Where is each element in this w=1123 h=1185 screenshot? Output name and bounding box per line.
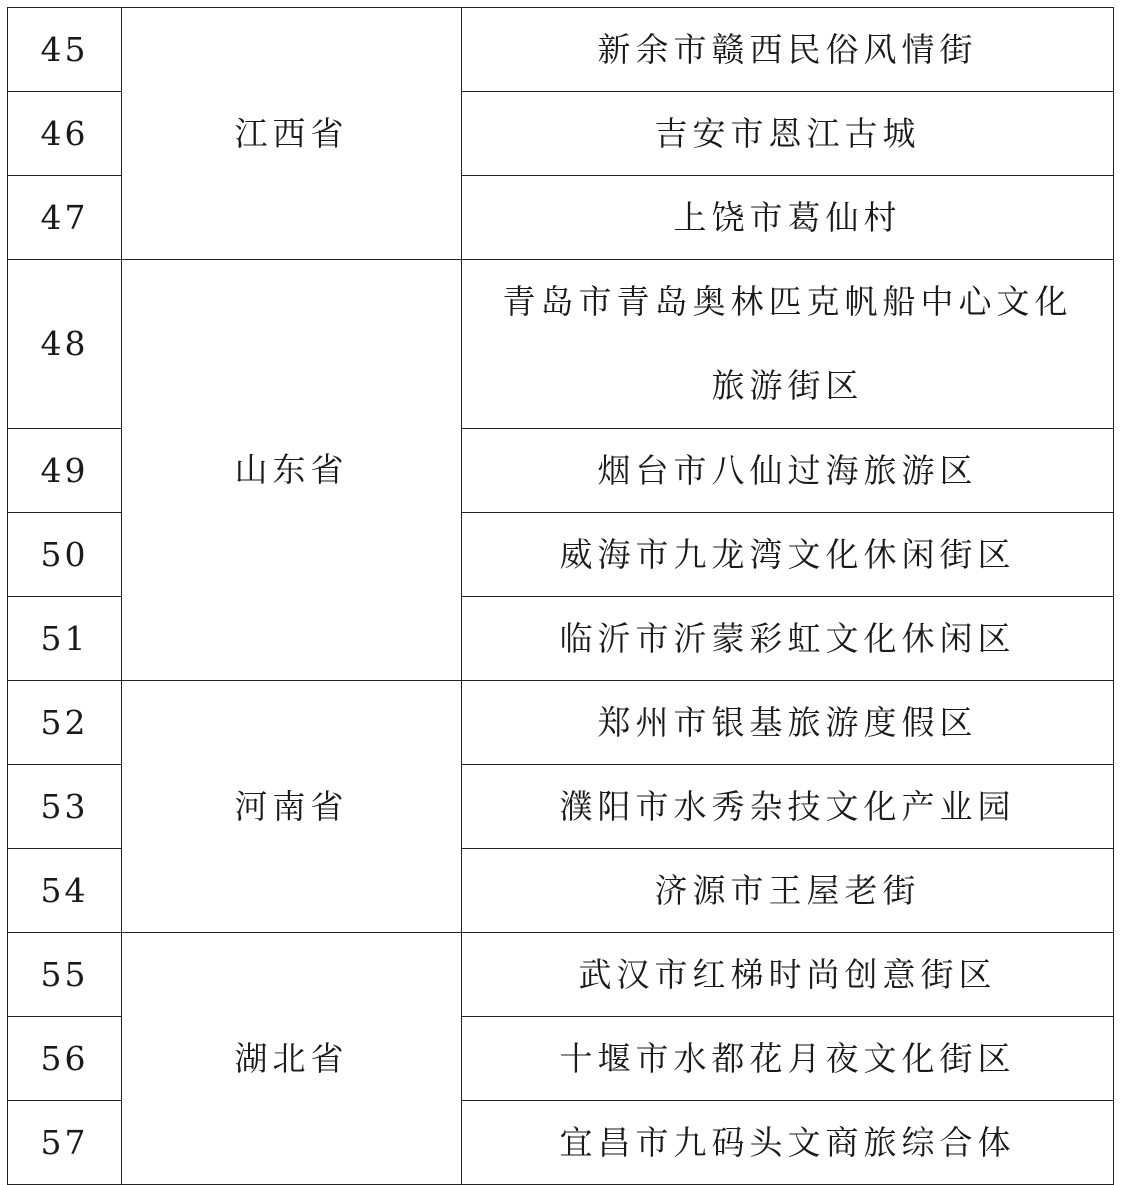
table-row xyxy=(8,8,1114,92)
province-cell-henan: 河南省 xyxy=(122,681,462,933)
row-number: 45 xyxy=(8,8,122,92)
row-number: 52 xyxy=(8,681,122,765)
site-list-table xyxy=(7,7,1114,1185)
site-name: 烟台市八仙过海旅游区 xyxy=(462,429,1114,513)
province-cell-shandong: 山东省 xyxy=(122,260,462,681)
row-number: 49 xyxy=(8,429,122,513)
site-name: 武汉市红梯时尚创意街区 xyxy=(462,933,1114,1017)
site-name: 郑州市银基旅游度假区 xyxy=(462,681,1114,765)
row-number: 46 xyxy=(8,92,122,176)
row-number: 50 xyxy=(8,513,122,597)
row-number: 54 xyxy=(8,849,122,933)
site-name: 新余市赣西民俗风情街 xyxy=(462,8,1114,92)
row-number: 47 xyxy=(8,176,122,260)
site-name: 青岛市青岛奥林匹克帆船中心文化旅游街区 xyxy=(462,260,1114,429)
row-number: 55 xyxy=(8,933,122,1017)
site-name: 濮阳市水秀杂技文化产业园 xyxy=(462,765,1114,849)
row-number: 48 xyxy=(8,260,122,429)
site-name: 上饶市葛仙村 xyxy=(462,176,1114,260)
row-number: 51 xyxy=(8,597,122,681)
site-name: 吉安市恩江古城 xyxy=(462,92,1114,176)
province-cell-jiangxi: 江西省 xyxy=(122,8,462,260)
row-number: 57 xyxy=(8,1101,122,1185)
row-number: 56 xyxy=(8,1017,122,1101)
table-row xyxy=(8,933,1114,1017)
site-name: 宜昌市九码头文商旅综合体 xyxy=(462,1101,1114,1185)
site-name: 威海市九龙湾文化休闲街区 xyxy=(462,513,1114,597)
site-name: 济源市王屋老街 xyxy=(462,849,1114,933)
province-cell-hubei: 湖北省 xyxy=(122,933,462,1185)
site-name: 十堰市水都花月夜文化街区 xyxy=(462,1017,1114,1101)
table-row xyxy=(8,681,1114,765)
table-row xyxy=(8,260,1114,429)
site-name: 临沂市沂蒙彩虹文化休闲区 xyxy=(462,597,1114,681)
row-number: 53 xyxy=(8,765,122,849)
